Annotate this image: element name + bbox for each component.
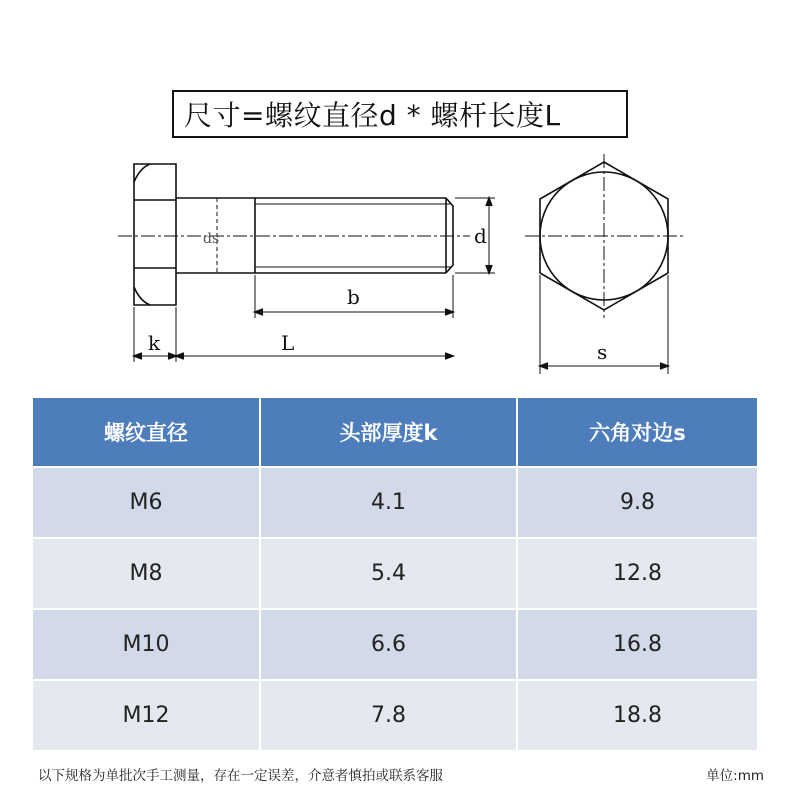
label-ds: ds [203, 231, 220, 247]
cell-head-thickness: 4.1 [260, 467, 517, 538]
bolt-dimension-diagram [0, 150, 800, 380]
page-title: 尺寸=螺纹直径d * 螺杆长度L [172, 90, 628, 138]
header-thread-diameter: 螺纹直径 [33, 398, 260, 467]
cell-thread-diameter: M12 [33, 680, 260, 750]
label-L: L [281, 331, 295, 355]
cell-hex-width: 9.8 [517, 467, 757, 538]
header-head-thickness: 头部厚度k [260, 398, 517, 467]
label-d: d [474, 224, 487, 248]
measurement-disclaimer: 以下规格为单批次手工测量，存在一定误差，介意者慎拍或联系客服 [38, 768, 443, 784]
bolt-head-outline [134, 164, 176, 305]
label-k: k [148, 331, 161, 355]
cell-head-thickness: 6.6 [260, 609, 517, 680]
table-row [33, 680, 757, 750]
table-header-row [33, 398, 757, 467]
table-row [33, 538, 757, 609]
cell-hex-width: 18.8 [517, 680, 757, 750]
cell-thread-diameter: M8 [33, 538, 260, 609]
table-row [33, 467, 757, 538]
cell-thread-diameter: M6 [33, 467, 260, 538]
spec-table [33, 398, 757, 750]
header-hex-width: 六角对边s [517, 398, 757, 467]
label-b: b [347, 285, 360, 309]
cell-head-thickness: 5.4 [260, 538, 517, 609]
cell-hex-width: 16.8 [517, 609, 757, 680]
unit-note: 单位:mm [706, 768, 764, 784]
cell-head-thickness: 7.8 [260, 680, 517, 750]
cell-thread-diameter: M10 [33, 609, 260, 680]
table-row [33, 609, 757, 680]
label-s: s [597, 340, 608, 364]
cell-hex-width: 12.8 [517, 538, 757, 609]
